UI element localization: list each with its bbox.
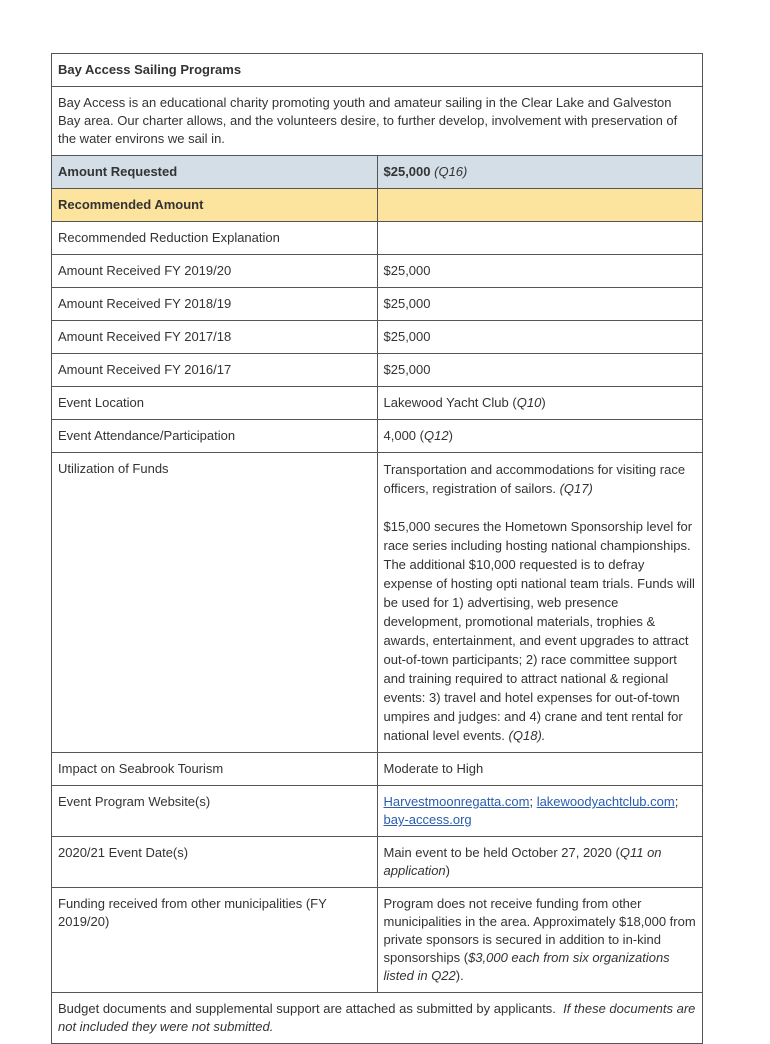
event-dates-cell: Main event to be held October 27, 2020 (Q11 on application) xyxy=(377,837,703,888)
website-link-harvestmoon[interactable]: Harvestmoonregatta.com xyxy=(383,794,530,809)
received-value: $25,000 xyxy=(377,354,703,387)
reduction-explanation-row xyxy=(52,222,703,255)
event-dates-ref: Q11 on application xyxy=(383,845,662,878)
received-row xyxy=(52,288,703,321)
impact-label: Impact on Seabrook Tourism xyxy=(52,753,378,786)
event-dates-row xyxy=(52,837,703,888)
recommended-amount-value xyxy=(377,189,703,222)
event-location-label: Event Location xyxy=(52,387,378,420)
program-description: Bay Access is an educational charity promoting youth and amateur sailing in the Clear Lake and Galveston Bay area. Our charter allows, and the volunteers desire, to further develop, involvement with preservation of the water environs we sail in. xyxy=(52,87,703,156)
attendance-row xyxy=(52,420,703,453)
recommended-amount-label: Recommended Amount xyxy=(52,189,378,222)
event-dates-label: 2020/21 Event Date(s) xyxy=(52,837,378,888)
other-funding-label: Funding received from other municipalities (FY 2019/20) xyxy=(52,888,378,993)
footer-note: Budget documents and supplemental support are attached as submitted by applicants. If these documents are not included they were not submitted. xyxy=(52,993,703,1044)
sponsorship-summary-table xyxy=(51,53,703,1044)
received-value: $25,000 xyxy=(377,321,703,354)
utilization-paragraph: Transportation and accommodations for visiting race officers, registration of sailors. (Q17) xyxy=(383,462,686,496)
program-title: Bay Access Sailing Programs xyxy=(52,54,703,87)
received-label: Amount Received FY 2018/19 xyxy=(52,288,378,321)
received-label: Amount Received FY 2017/18 xyxy=(52,321,378,354)
other-funding-cell: Program does not receive funding from other municipalities in the area. Approximately $18,000 from private sponsors is secured in addition to in-kind sponsorships ($3,000 each from six organizations listed in Q22). xyxy=(377,888,703,993)
websites-label: Event Program Website(s) xyxy=(52,786,378,837)
reduction-explanation-value xyxy=(377,222,703,255)
received-label: Amount Received FY 2016/17 xyxy=(52,354,378,387)
impact-value: Moderate to High xyxy=(377,753,703,786)
event-location-value: Lakewood Yacht Club xyxy=(383,395,509,410)
impact-row xyxy=(52,753,703,786)
utilization-row xyxy=(52,453,703,753)
amount-requested-value: $25,000 xyxy=(383,164,431,179)
title-row xyxy=(52,54,703,87)
website-link-lakewood[interactable]: lakewoodyachtclub.com xyxy=(536,794,675,809)
utilization-label: Utilization of Funds xyxy=(52,453,378,753)
attendance-ref: Q12 xyxy=(424,428,449,443)
utilization-cell xyxy=(377,453,703,753)
event-location-cell: Lakewood Yacht Club (Q10) xyxy=(377,387,703,420)
event-location-ref: Q10 xyxy=(516,395,542,410)
attendance-value: 4,000 xyxy=(383,428,417,443)
websites-cell: Harvestmoonregatta.com; lakewoodyachtclub.com; bay-access.org xyxy=(377,786,703,837)
attendance-label: Event Attendance/Participation xyxy=(52,420,378,453)
received-row xyxy=(52,354,703,387)
received-value: $25,000 xyxy=(377,288,703,321)
amount-requested-row xyxy=(52,156,703,189)
website-link-bay-access[interactable]: bay-access.org xyxy=(383,812,472,827)
description-row xyxy=(52,87,703,156)
websites-row xyxy=(52,786,703,837)
recommended-amount-row xyxy=(52,189,703,222)
amount-requested-ref: (Q16) xyxy=(434,164,468,179)
event-location-row xyxy=(52,387,703,420)
attendance-cell: 4,000 (Q12) xyxy=(377,420,703,453)
other-funding-row xyxy=(52,888,703,993)
utilization-paragraph: $15,000 secures the Hometown Sponsorship level for race series including hosting national championships. The additional $10,000 requested is to defray expense of hosting opti national team trials. Funds will be used for 1) advertising, web presence development, promotional materials, trophies & awards, entertainment, and event upgrades to attract out-of-town participants; 2) race committee support and training required to attract national & regional events: 3) travel and hotel expenses for out-of-town umpires and judges: and 4) crane and tent rental for national level events. (Q18). xyxy=(383,519,695,743)
received-value: $25,000 xyxy=(377,255,703,288)
reduction-explanation-label: Recommended Reduction Explanation xyxy=(52,222,378,255)
other-funding-ref: $3,000 each from six organizations listed in Q22 xyxy=(383,950,670,983)
event-dates-value: Main event to be held October 27, 2020 xyxy=(383,845,612,860)
received-row xyxy=(52,321,703,354)
footer-row xyxy=(52,993,703,1044)
other-funding-value: Program does not receive funding from other municipalities in the area. Approximately $18,000 from private sponsors is secured in addition to in-kind sponsorships xyxy=(383,896,696,965)
amount-requested-label: Amount Requested xyxy=(52,156,378,189)
received-row xyxy=(52,255,703,288)
amount-requested-cell xyxy=(377,156,703,189)
received-label: Amount Received FY 2019/20 xyxy=(52,255,378,288)
